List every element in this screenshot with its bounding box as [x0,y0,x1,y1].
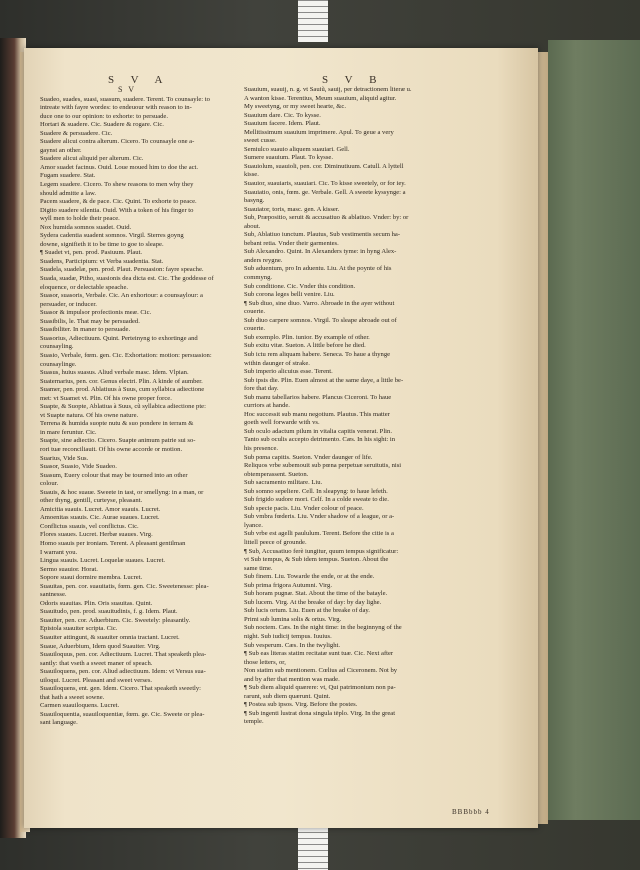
left-column-lines [40,96,228,728]
entry-line: obtemperassent. Sueton. [244,470,309,478]
entry-line: Homo suauis per ironiam. Terent. A pleasant gentilman [40,539,186,547]
entry-line: Suasio, Verbale, fœm. gen. Cic. Exhortation: motion: persuasion: [40,351,212,359]
entry-line: Suasor, suasoris, Verbale. Cic. An exhortour: a counsaylour: a [40,292,203,300]
entry-line: Suasibilis, le. That may be persuaded. [40,317,140,325]
entry-line: Suaue, Aduerbium, Idem quod Suauiter. Virg. [40,642,161,650]
left-column [40,86,228,728]
entry-line: colour. [40,480,59,488]
entry-line: Semiulco suauio aliquem suauiari. Gell. [244,145,350,153]
entry-line: Legem suadere. Cicero. To shew reasons to men why they [40,181,194,189]
entry-line: curriors at hande. [244,402,290,410]
entry-line: Suamer, pen. prod. Ablatiuus à Suus, cum syllabica adiectione [40,386,205,394]
entry-line: Sub noctem. Cæs. In the night time: in the beginnyng of the [244,624,402,632]
entry-line: his presence. [244,444,279,452]
entry-line: Sub exemplo. Plin. iunior. By example of other. [244,333,370,341]
running-header-left: S V A [108,74,170,86]
entry-line: Sub pœna capitis. Sueton. Vnder daunger of life. [244,453,373,461]
entry-line: Sub ipsis die. Plin. Euen almost at the same daye, a little be- [244,376,404,384]
entry-line: Sopore suaui dormire membra. Lucret. [40,574,143,582]
entry-line: Odoris suauitas. Plin. Oris suauitas. Quint. [40,599,153,607]
entry-line: Suauiolum, suauioli, pen. cor. Diminutiuum. Catull. A lyttell [244,162,404,170]
entry-line: ¶ Suadet vt, pen. prod. Pasiuum. Plaut. [40,249,143,257]
entry-line: goeth well forwarde with vs. [244,419,320,427]
entry-line: Sub lucis ortum. Liu. Euen at the breake of day. [244,607,370,615]
entry-line: Suasibiliter. In maner to persuade. [40,326,131,334]
entry-line: Sub horam pugnæ. Stat. About the time of the batayle. [244,590,388,598]
entry-line: A wanton kisse. Terentius, Meum suauium, aliquid agitur. [244,94,397,102]
entry-line: Suauitudo, pen. prod. suauitudinis, f. g. Idem. Plaut. [40,608,178,616]
entry-line: Suauis, & hoc suaue. Sweete in tast, or smellyng: in a man, or [40,488,204,496]
entry-line: Suadeo, suades, suasi, suasum, suadere. Terent. To counsayle: to [40,95,210,103]
entry-line: Suauior, suauiaris, suauiari. Cic. To kisse sweetely, or for iey. [244,180,406,188]
entry-line: intreate with fayre wordes: to endeuour with reason to in- [40,104,192,112]
entry-line: Suada, suadæ, Pitho, suasionis dea dicta est. Cic. The goddesse of [40,275,214,283]
entry-line: Amoenitas suauis. Cic. Aurae suaues. Lucret. [40,514,160,522]
entry-line: met: vt Suamet vi. Plin. Of his owne proper force. [40,394,172,402]
entry-line: should admitte a law. [40,189,96,197]
entry-line: Sub lucem. Virg. At the breake of day: by day lighe. [244,598,382,606]
entry-line: Carmen suauiloquens. Lucret. [40,702,120,710]
entry-line: Suauiter, pen. cor. Aduerbium. Cic. Sweetely: pleasantly. [40,616,191,624]
entry-line: Tanto sub oculis accepto detrimento. Cæs. In his sight: in [244,436,395,444]
entry-line: temple. [244,718,264,726]
entry-line: ¶ Sub eas literas statim recitatæ sunt tuæ. Cic. Next after [244,650,394,658]
entry-line: Sub vmbra fœderis. Liu. Vnder shadow of a league, or a- [244,513,395,521]
entry-line: Sub vrbe est agelli paululum. Terent. Before the citie is a [244,530,394,538]
entry-line: Sub oculo adactum pilum in vitalia capitis venerat. Plin. [244,427,392,435]
entry-line: Suauiloquus, pen. cor. Adiectiuum. Lucret. That speaketh plea- [40,651,207,659]
entry-line: Suauium dare. Cic. To kysse. [244,111,321,119]
entry-line: Flores suaues. Lucret. Herbæ suaues. Virg. [40,531,153,539]
entry-line: vt Suapte natura. Of his owne nature. [40,411,139,419]
entry-line: Suarius, Vide Sus. [40,454,89,462]
entry-line: Suadere alicui contra alterum. Cicero. To counsayle one a- [40,138,195,146]
entry-line: Suauiloquens, pen. cor. Aliud adiectiuum. Idem: vt Versus sua- [40,668,206,676]
entry-line: sweet cusse. [244,137,277,145]
entry-line: duce one to our opinion: to exhorte: to persuade. [40,112,168,120]
entry-line: ¶ Postea sub ipsos. Virg. Before the postes. [244,701,358,709]
entry-line: couerte. [244,325,266,333]
entry-line: same time. [244,564,273,572]
entry-line: Primi sub lumina solis & ortus. Virg. [244,615,342,623]
entry-line: Suadens, Participium: vt Verba suadentia. Stat. [40,257,164,265]
entry-line: Suauium facere. Idem. Plaut. [244,120,321,128]
entry-line: Amor suadet facinus. Ouid. Loue moued him to doe the act. [40,163,199,171]
entry-line: bebant retia. Vnder their garmentes. [244,239,339,247]
entry-line: Sub exitu vitæ. Sueton. A little before he died. [244,342,366,350]
entry-line: Sydera cadentia suadent somnos. Virgil. Sterres goyng [40,232,184,240]
entry-line: Suasorius, Adiectiuum. Quint. Perteinyng to exhortinge and [40,334,198,342]
entry-line: within daunger of strake. [244,359,310,367]
entry-line: Sub specie pacis. Liu. Vnder colour of peace. [244,504,364,512]
entry-line: Suauium, suauij, n. g. vt Sauiũ, sauij, per detractionem literæ u. [244,86,412,93]
entry-line: My sweetyng, or my sweet hearte, &c. [244,103,346,111]
entry-line: Sub vesperum. Cæs. In the twylight. [244,641,340,649]
entry-line: I warrant you. [40,548,78,556]
entry-line: other thyng, gentill, curteyse, pleasant. [40,497,143,505]
entry-line: Suauiatio, onis, fœm. ge. Verbale. Gell. A sweete kyssynge: a [244,188,406,196]
entry-line: Sub imperio alicuius esse. Terent. [244,368,333,376]
entry-line: Suauiloquens, ent. gen. Idem. Cicero. That speaketh sweetly: [40,685,202,693]
entry-line: rarunt, sub diem quærunt. Quint. [244,692,331,700]
entry-line: Sermo suauior. Horat. [40,565,98,573]
entry-line: Amicitia suauis. Lucret. Amor suauis. Lucret. [40,505,161,513]
entry-line: about. [244,222,261,230]
entry-line: Sub conditione. Cic. Vnder this condition. [244,282,356,290]
entry-line: Reliquos vrbe subemouit sub pœna perpetuæ seruitutis, nisi [244,462,402,470]
entry-line: wyll men to holde their peace. [40,215,120,223]
entry-line: night. Sub iudicij tempus. Iuuius. [244,633,332,640]
entry-line: Sub corona leges belli venire. Liu. [244,291,335,299]
entry-line: Lingua suauis. Lucret. Loquelæ suaues. Lucret. [40,557,166,565]
entry-line: sant language. [40,719,78,727]
entry-line: Suasor, Suasio, Vide Suadeo. [40,463,117,471]
entry-line: basyng. [244,197,265,205]
entry-line: Sub sacramento militare. Liu. [244,479,323,487]
entry-line: Sub manu tabellarios habere. Plancus Ciceroni. To haue [244,393,392,401]
entry-line: ¶ Sub diuo, sine diuo. Varro. Abroade in the ayer without [244,299,395,307]
entry-line: and by after that mention was made. [244,675,340,683]
entry-line: Conflictus suauis, vel conflictus. Cic. [40,522,139,530]
entry-line: Fugam suadere. Stat. [40,172,96,180]
entry-line: downe, signifieth it to be time to goe to sleape. [40,240,164,248]
ruler-top [298,0,328,42]
entry-line: Digito suadere silentia. Ouid. With a token of his finger to [40,206,194,214]
entry-line: commyng. [244,274,273,282]
entry-line: Sub finem. Liu. Towarde the ende, or at the ende. [244,573,375,581]
section-letter: S V [118,85,137,94]
entry-line: Sumere suauium. Plaut. To kysse. [244,154,333,162]
entry-line: Non statim sub mentionem. Cœlius ad Ciceronem. Not by [244,667,398,675]
entry-line: in mare feruntur. Cic. [40,428,97,436]
entry-line: those letters, or, [244,658,286,666]
entry-line: Suasor & impulsor profectionis meæ. Cic. [40,309,152,317]
entry-line: eloquence, or delectable speache. [40,283,129,291]
entry-line: Sub, Præpositio, seruit & accusatiuo & ablatiuo. Vnder: by: or [244,214,409,222]
entry-line: littell peece of grounde. [244,538,307,546]
entry-line: Suapte, & Suopte, Ablatiua à Suus, cũ syllabica adiectione pte: [40,403,206,411]
entry-line: Pacem suadere, & de pace. Cic. Quint. To exhorte to peace. [40,198,197,206]
entry-line: that hath a sweet sowne. [40,693,105,701]
entry-line: Suauiloquentia, suauiloquentiæ, fœm. ge. Cic. Sweete or plea- [40,710,205,718]
entry-line: Suauiator, toris, masc. gen. A kisser. [244,205,340,213]
entry-line: Suadela, suadelæ, pen. prod. Plaut. Persuasion: fayre speache. [40,266,204,274]
right-column [244,86,520,727]
ruler-bottom [298,826,328,870]
running-header-right: S V B [322,74,384,86]
cloth-backing [548,40,640,820]
entry-line: kisse. [244,171,259,179]
signature-mark: BBBbbb 4 [452,808,490,816]
entry-line: fore that day. [244,385,279,393]
entry-line: counsayling. [40,343,74,351]
right-column-lines [244,86,520,727]
entry-line: Suauiter attingunt, & suauiter omnia tractant. Lucret. [40,634,180,641]
entry-line: Suasus, huius suasus. Aliud verbale masc. Idem. Vlpian. [40,369,189,377]
entry-line: Sub, Ablatiuo iunctum. Plautus, Sub vestimentis secum ha- [244,231,401,239]
entry-line: rori tuæ reconciliauit. Of his owne accorde or motion. [40,445,183,453]
entry-line: Suasum, Euery colour that may be tourned into an other [40,471,188,479]
entry-line: Sub ictu rem aliquam habere. Seneca. To haue a thynge [244,350,391,358]
entry-line: Sub somno sepeliere. Cell. In sleapyng: to haue lefeth. [244,487,388,495]
entry-line: Hoc successit sub manu negotium. Plautus. This matter [244,410,390,418]
entry-line: gaynst an other. [40,146,82,154]
entry-line: ¶ Sub, Accusatiuo ferè iungitur, quum tempus significatur: [244,547,399,555]
entry-line: santnesse. [40,591,67,599]
entry-line: Mellitissimum suauium imprimere. Apul. To geue a very [244,128,394,136]
entry-line: Sub prima frigora Autumni. Virg. [244,581,333,589]
entry-line: lyance. [244,521,263,529]
entry-line: Suadere & persuadere. Cic. [40,129,113,137]
entry-line: persuader, or inducer. [40,300,97,308]
entry-line: counsaylinge. [40,360,77,368]
entry-line: Suapte, sine adiectio. Cicero. Suapte animum patrie sui so- [40,437,196,445]
entry-line: ¶ Sub diem aliquid quærere: vt, Qui patrimonium non pa- [244,684,396,692]
entry-line: ¶ Sub ingenti lustrat dona singula tēplo. Virg. In the great [244,709,396,717]
entry-line: Epistola suauiter scripta. Cic. [40,625,118,633]
entry-line: Suaternarius, pen. cor. Genus electri. Plin. A kinde of aumber. [40,377,203,385]
entry-line: santly: that vseth a sweet maner of speach. [40,659,153,667]
entry-line: Sub diuo carpere somnos. Virgil. To sleape abroade out of [244,316,397,324]
entry-line: Sub frigido sudore mori. Celf. In a colde sweate to die. [244,496,389,504]
entry-line: Nox humida somnos suadet. Ouid. [40,223,132,231]
entry-line: Suauitas, pen. cor. suauitatis, fœm. gen. Cic. Sweetenesse: plea- [40,582,209,590]
entry-line: couerte. [244,308,266,316]
entry-line: Terrena & humida suopte nutu & suo pondere in terram & [40,420,194,428]
entry-line: vt Sub tempus, & Sub idem tempus. Sueton. About the [244,556,389,564]
entry-line: anders reygne. [244,256,283,264]
entry-line: uiloqui. Lucret. Pleasant and sweet verses. [40,676,153,684]
entry-line: Sub aduentum, pro In aduentu. Liu. At the poynte of his [244,265,392,273]
entry-line: Hortari & suadere. Cic. Suadere & rogare. Cic. [40,121,164,129]
entry-line: Suadere alicui aliquid per alterum. Cic. [40,155,144,163]
entry-line: Sub Alexandro. Quint. In Alexanders tyme: in hyng Alex- [244,248,397,256]
